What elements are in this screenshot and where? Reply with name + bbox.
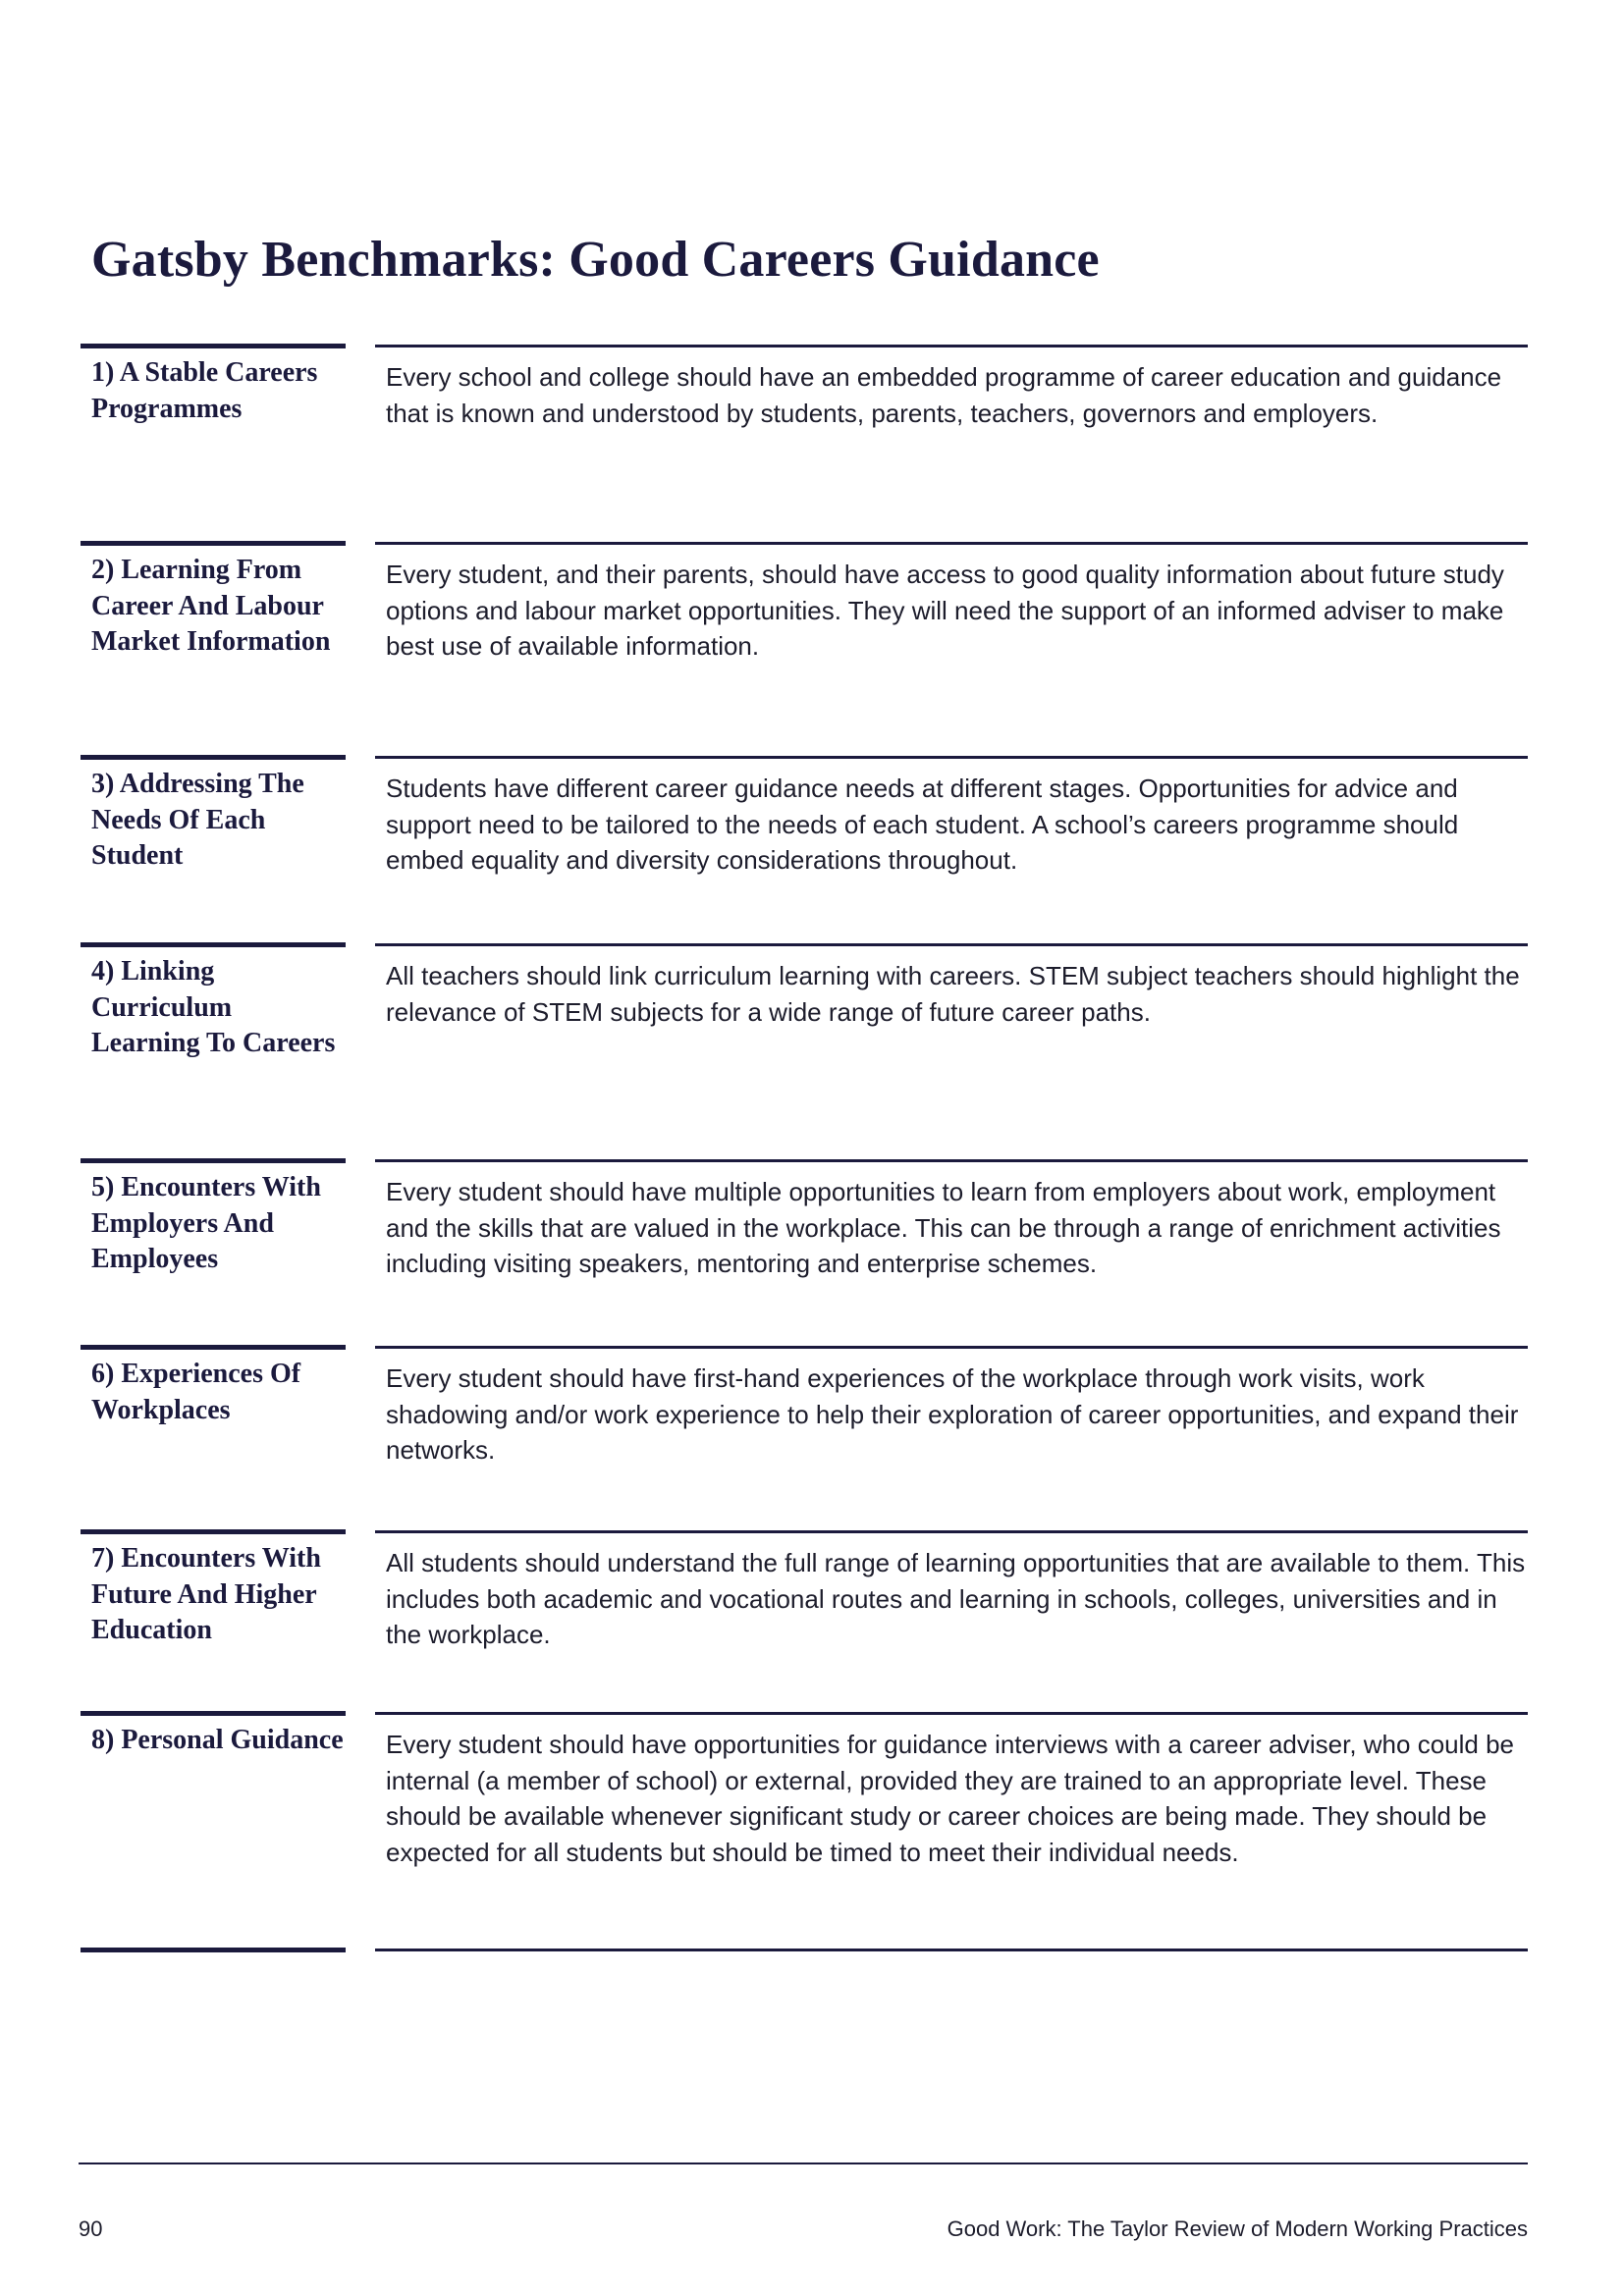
benchmark-description: Every student should have first-hand experiences of the workplace through work visits, work shadowing and/or work experience to help their exploration of career opportunities, and expand their networks. [386,1363,1519,1465]
benchmark-text-rule [375,1530,1528,1533]
benchmark-title-rule [81,1711,346,1716]
benchmark-title-rule [81,1345,346,1350]
benchmark-text-rule [375,345,1528,347]
page-number: 90 [79,2216,103,2241]
benchmark-description: All teachers should link curriculum learning with careers. STEM subject teachers should highlight the relevance of STEM subjects for a wide range of future career paths. [386,961,1520,1027]
benchmark-title-rule [81,1529,346,1534]
benchmark-title-rule [81,344,346,348]
publication-title: Good Work: The Taylor Review of Modern Working Practices [947,2216,1528,2241]
benchmark-text-rule [375,1159,1528,1162]
table-closing-rules [0,1948,1624,1953]
benchmark-description: Every student should have multiple opportunities to learn from employers about work, employment and the skills that are valued in the workplace. This can be through a range of enrichment activities including visiting speakers, mentoring and enterprise schemes. [386,1177,1501,1278]
closing-title-rule [81,1948,346,1952]
benchmark-title: 5) Encounters With Employers And Employees [91,1172,321,1274]
benchmark-title: 4) Linking Curriculum Learning To Careers [91,956,336,1058]
closing-text-rule [375,1949,1528,1951]
benchmark-title-rule [81,942,346,947]
footer-divider [79,2163,1528,2164]
benchmark-title: 6) Experiences Of Workplaces [91,1359,301,1425]
benchmark-title-rule [81,755,346,760]
benchmark-title-rule [81,1158,346,1163]
benchmark-description: Students have different career guidance needs at different stages. Opportunities for advice and support need to be tailored to the needs of each student. A school’s careers programme should embed equality and diversity considerations throughout. [386,774,1459,875]
benchmark-title: 1) A Stable Careers Programmes [91,357,318,424]
benchmark-description: All students should understand the full range of learning opportunities that are available to them. This includes both academic and vocational routes and learning in schools, colleges, universities and in the workplace. [386,1548,1526,1649]
benchmark-title: 3) Addressing The Needs Of Each Student [91,769,304,871]
benchmark-title: 8) Personal Guidance [91,1725,344,1755]
benchmark-description: Every student should have opportunities for guidance interviews with a career adviser, who could be internal (a member of school) or external, provided they are trained to an appropriate level. These should be available whenever significant study or career choices are being made. They should be expected for all students but should be timed to meet their individual needs. [386,1730,1514,1867]
benchmark-title-rule [81,541,346,546]
benchmark-text-rule [375,1346,1528,1349]
benchmark-description: Every school and college should have an embedded programme of career education and guidance that is known and understood by students, parents, teachers, governors and employers. [386,362,1502,428]
page-title: Gatsby Benchmarks: Good Careers Guidance [91,232,1100,288]
benchmark-text-rule [375,542,1528,545]
benchmark-text-rule [375,756,1528,759]
benchmark-description: Every student, and their parents, should have access to good quality information about future study options and labour market opportunities. They will need the support of an informed adviser to make best use of available information. [386,560,1504,661]
benchmark-text-rule [375,943,1528,946]
benchmark-title: 7) Encounters With Future And Higher Education [91,1543,321,1645]
benchmark-title: 2) Learning From Career And Labour Market Information [91,555,331,657]
benchmark-text-rule [375,1712,1528,1715]
